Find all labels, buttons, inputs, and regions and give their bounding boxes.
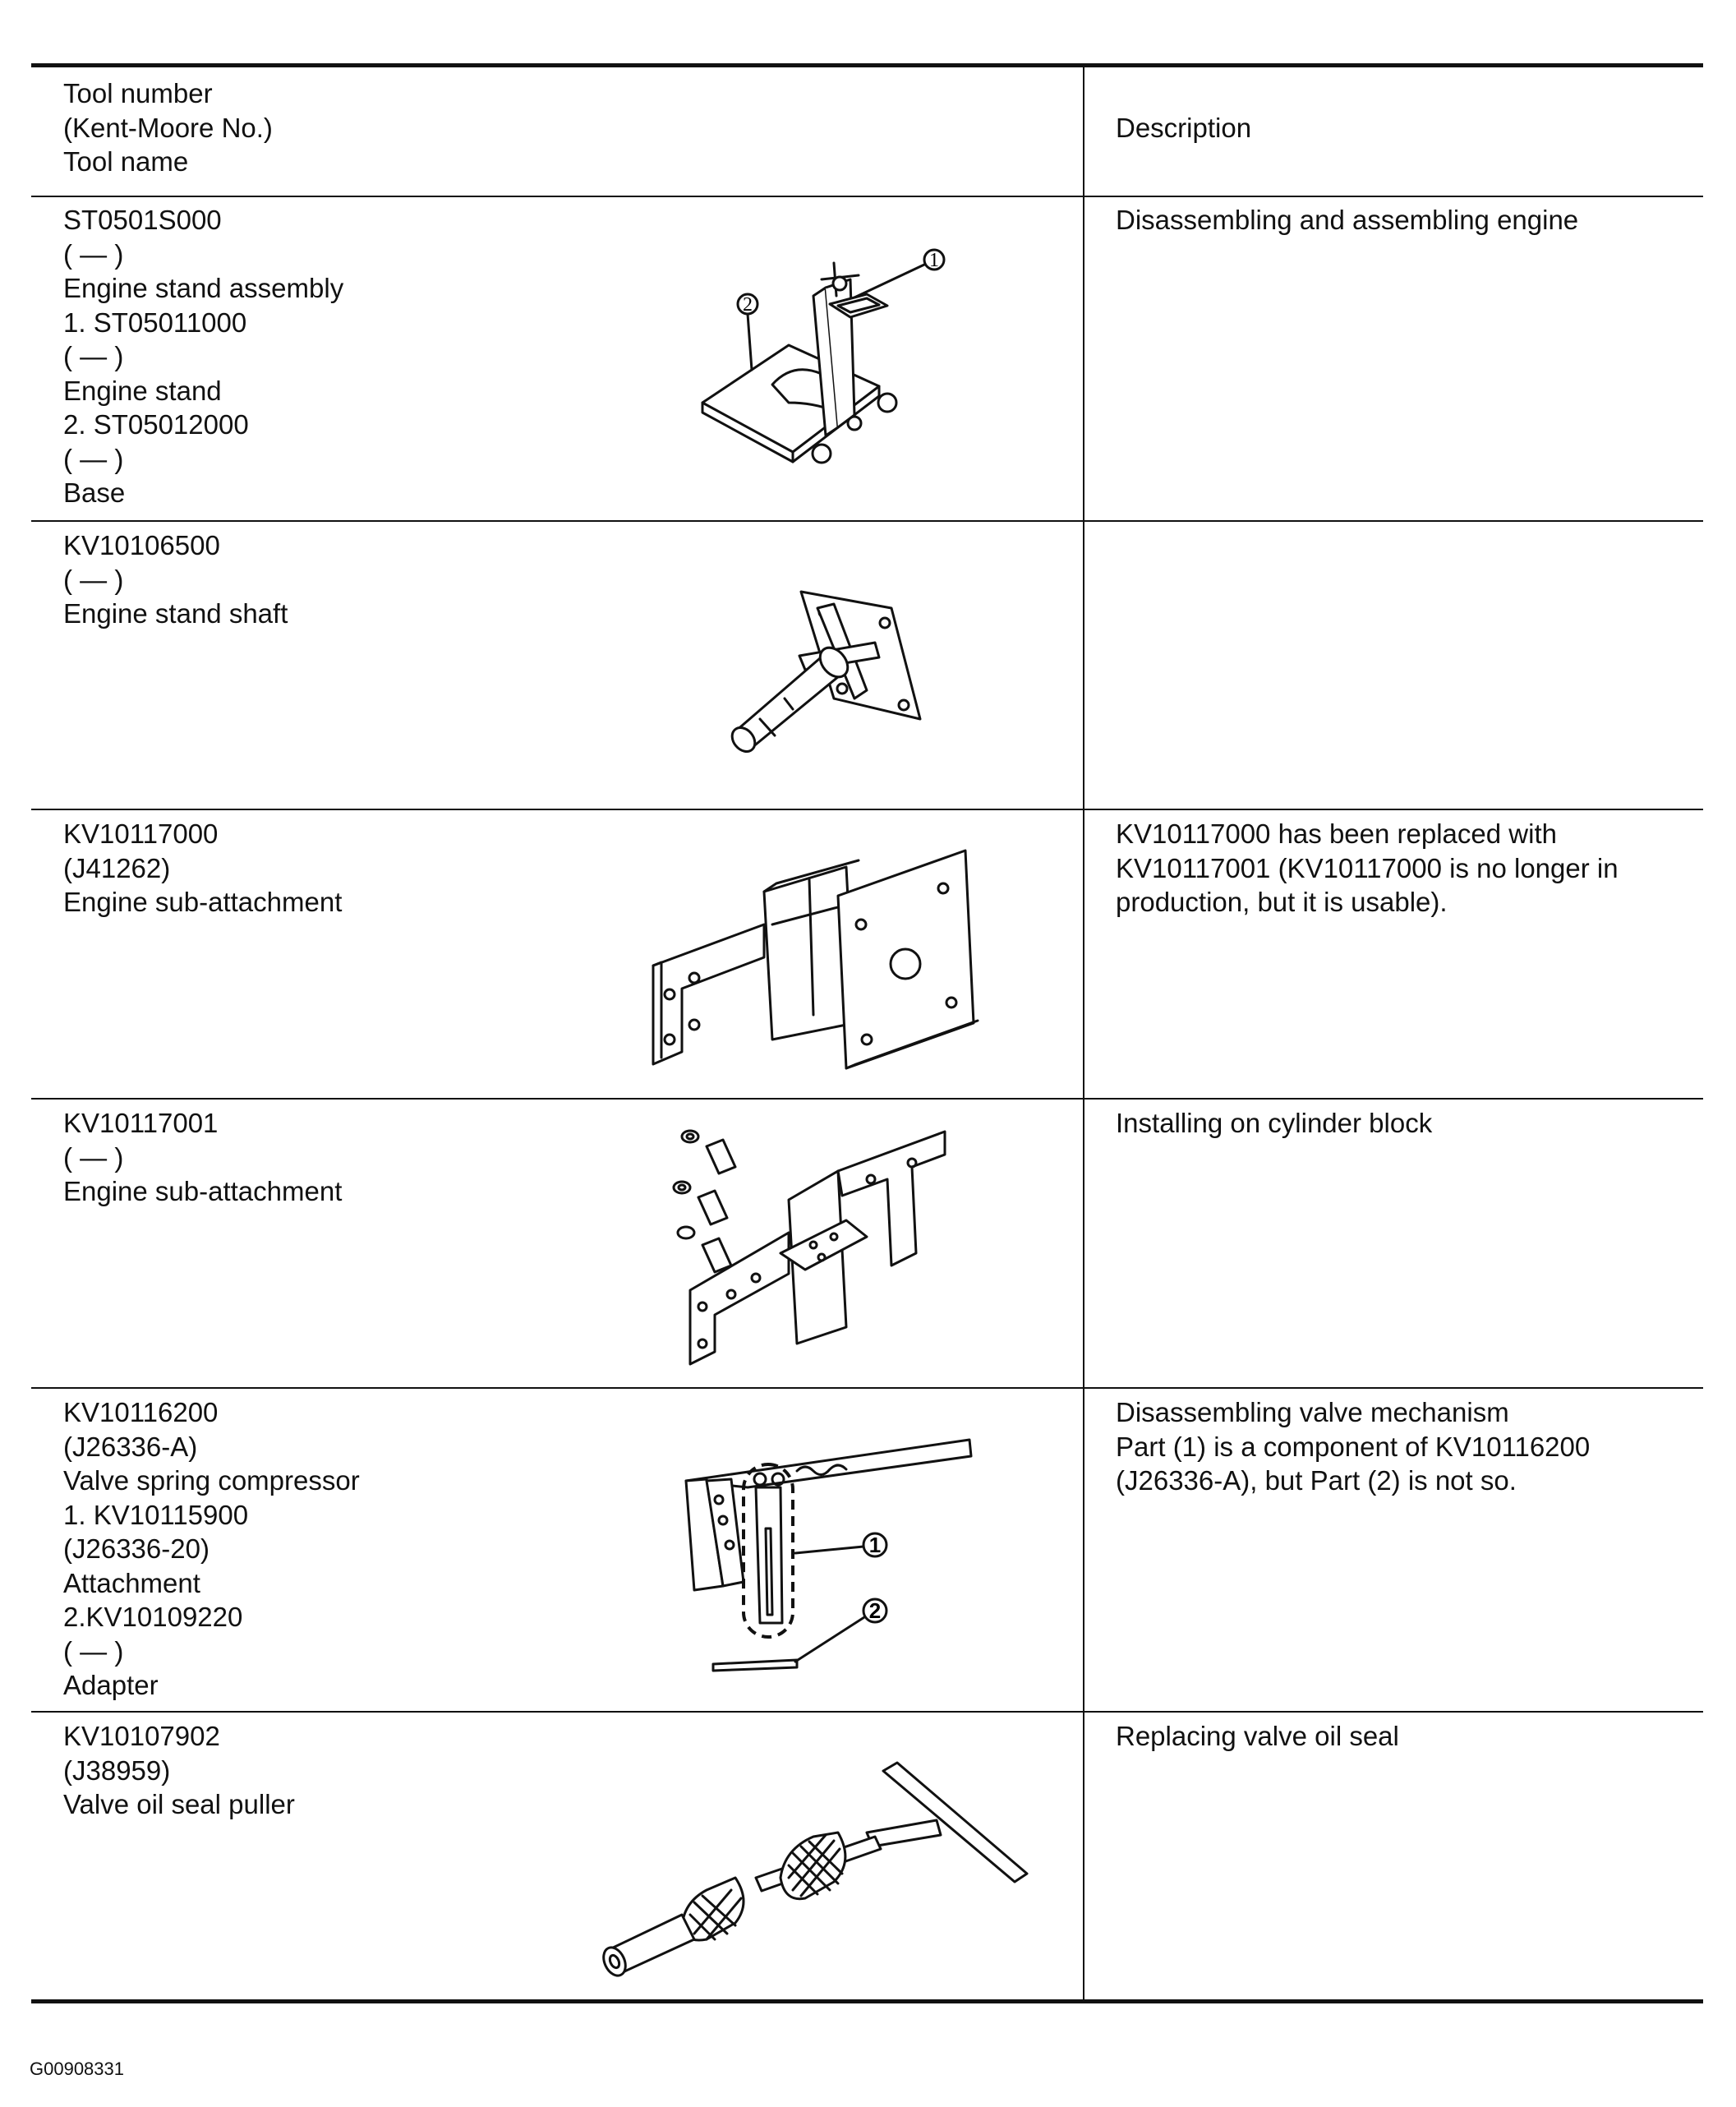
row-divider	[31, 1387, 1703, 1389]
valve-oil-seal-puller-illustration	[592, 1754, 1035, 1976]
tool-cell-engine-sub-attachment-2: KV10117001 ( — ) Engine sub-attachment	[63, 1108, 343, 1206]
description-cell-engine-sub-attachment-2: Installing on cylinder block	[1116, 1108, 1433, 1138]
tool-cell-engine-stand-assembly: ST0501S000 ( — ) Engine stand assembly 1. ST05011000 ( — ) Engine stand 2. ST05012000 ( — ) Base	[63, 205, 344, 508]
row-divider	[31, 196, 1703, 197]
row-divider	[31, 809, 1703, 810]
column-divider	[1083, 66, 1084, 2001]
engine-sub-attachment-kit-illustration	[665, 1122, 969, 1376]
description-cell-valve-spring-compressor: Disassembling valve mechanism Part (1) is a component of KV10116200 (J26336-A), but Part (2) is not so.	[1116, 1397, 1591, 1496]
row-divider	[31, 1098, 1703, 1100]
engine-sub-attachment-illustration	[649, 842, 986, 1081]
tool-cell-valve-spring-compressor: KV10116200 (J26336-A) Valve spring compressor 1. KV10115900 (J26336-20) Attachment 2.KV10109220 ( — ) Adapter	[63, 1397, 360, 1700]
tool-cell-engine-sub-attachment: KV10117000 (J41262) Engine sub-attachment	[63, 818, 343, 917]
figure-id: G00908331	[30, 2059, 124, 2079]
description-cell-engine-stand-assembly: Disassembling and assembling engine	[1116, 205, 1579, 235]
header-tool-column: Tool number (Kent-Moore No.) Tool name	[63, 78, 273, 177]
header-description-column: Description	[1116, 113, 1252, 143]
tool-cell-valve-oil-seal-puller: KV10107902 (J38959) Valve oil seal puller	[63, 1721, 295, 1819]
table-top-rule	[31, 63, 1703, 67]
engine-stand-assembly-illustration	[690, 238, 961, 493]
valve-spring-compressor-illustration	[674, 1430, 986, 1685]
callout-1: 1	[929, 250, 939, 271]
engine-stand-shaft-illustration	[702, 575, 941, 764]
row-divider	[31, 520, 1703, 522]
description-cell-valve-oil-seal-puller: Replacing valve oil seal	[1116, 1721, 1399, 1751]
tool-cell-engine-stand-shaft: KV10106500 ( — ) Engine stand shaft	[63, 530, 288, 629]
table-bottom-rule	[31, 1999, 1703, 2003]
callout-1: 1	[868, 1533, 882, 1557]
description-cell-engine-sub-attachment: KV10117000 has been replaced with KV10117001 (KV10117000 is no longer in production, but it is usable).	[1116, 818, 1619, 917]
callout-2: 2	[868, 1598, 882, 1623]
callout-2: 2	[743, 294, 753, 316]
row-divider	[31, 1711, 1703, 1713]
